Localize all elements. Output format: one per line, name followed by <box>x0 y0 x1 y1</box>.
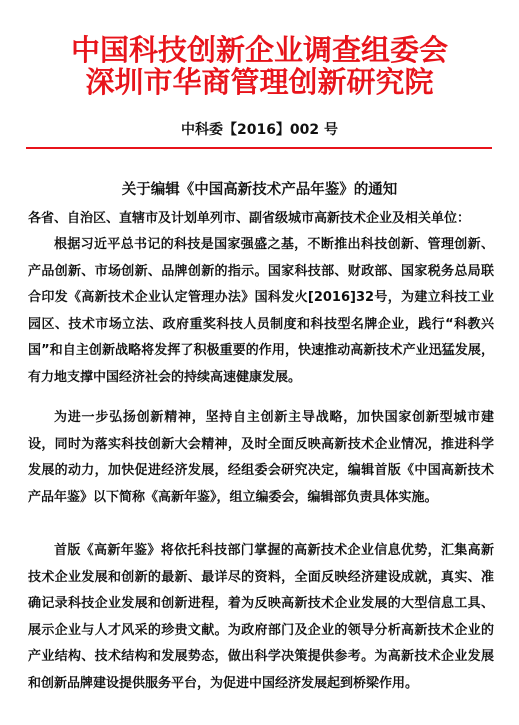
body-paragraph-3: 首版《高新年鉴》将依托科技部门掌握的高新技术企业信息优势，汇集高新技术企业发展和创新的最新、最详尽的资料，全面反映经济建设成就，真实、准确记录科技企业发展和创新进程，着为反映高新技术企业发展的大型信息工具、展示企业与人才风采的珍贵文献。为政府部门及企业的领导分析高新技术企业的产业结构、技术结构和发展势态，做出科学决策提供参考。为高新技术企业发展和创新品牌建设提供服务平台，为促进中国经济发展起到桥梁作用。 <box>28 543 494 691</box>
org-name-line2: 深圳市华商管理创新研究院 <box>85 65 434 99</box>
body-paragraph-1: 根据习近平总书记的科技是国家强盛之基，不断推出科技创新、管理创新、产品创新、市场创新、品牌创新的指示。国家科技部、财政部、国家税务总局联合印发《高新技术企业认定管理办法》国科发火[2016]32号，为建立科技工业园区、技术市场立法、政府重奖科技人员制度和科技型名牌企业，践行“科教兴国”和自主创新战略将发挥了积极重要的作用，快速推动高新技术产业迅猛发展，有力地支撑中国经济社会的持续高速健康发展。 <box>28 237 494 385</box>
org-name-line1: 中国科技创新企业调查组委会 <box>70 33 448 67</box>
notice-title: 关于编辑《中国高新技术产品年鉴》的通知 <box>121 182 398 198</box>
salutation: 各省、自治区、直辖市及计划单列市、副省级城市高新技术企业及相关单位： <box>28 211 471 226</box>
document-number: 中科委【2016】002 号 <box>180 122 339 138</box>
body-paragraph-2: 为进一步弘扬创新精神，坚持自主创新主导战略，加快国家创新型城市建设，同时为落实科技创新大会精神，及时全面反映高新技术企业情况，推进科学发展的动力，加快促进经济发展，经组委会研究决定，编辑首版《中国高新技术产品年鉴》以下简称《高新年鉴》，组立编委会，编辑部负责具体实施。 <box>28 410 494 505</box>
header-divider <box>26 147 492 149</box>
